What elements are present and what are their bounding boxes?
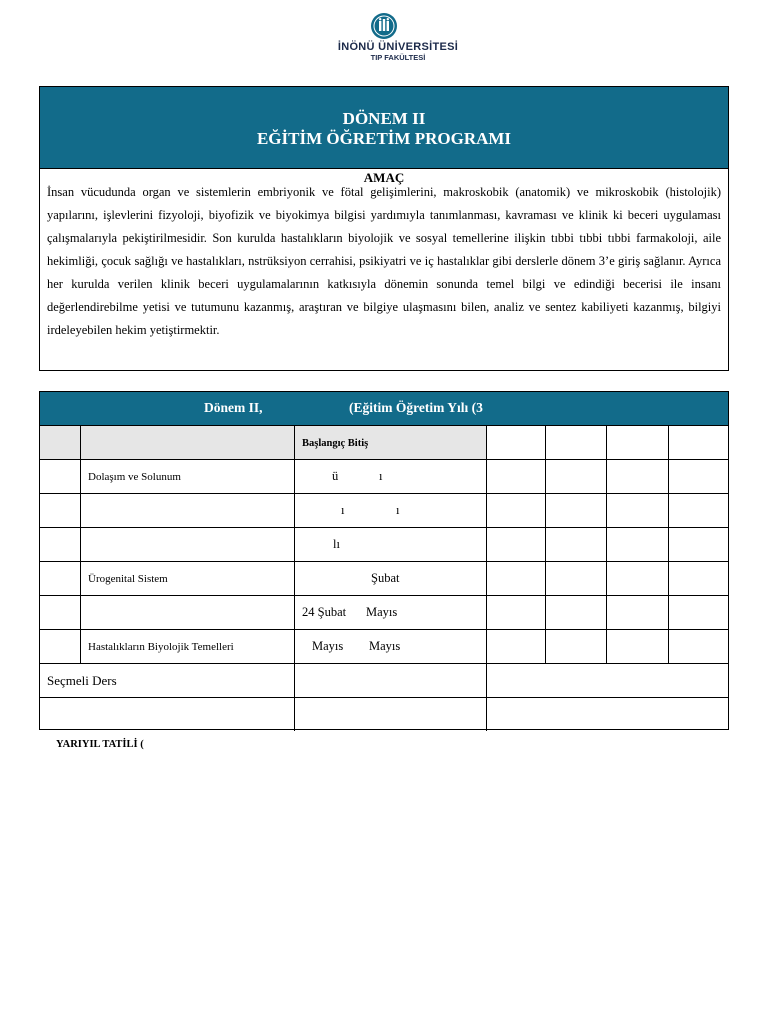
term-header-left: Dönem II, [204,400,263,415]
table-row [40,562,728,596]
committee-name [81,607,88,619]
table-row [40,630,728,664]
start-date: Mayıs [312,639,344,653]
committee-name [81,539,88,551]
table-header-row [40,426,728,460]
table-row [40,596,728,630]
program-title-main: EĞİTİM ÖĞRETİM PROGRAMI [256,129,512,148]
university-seal-icon [370,12,398,40]
start-date: 24 Şubat [302,605,347,619]
start-date: lı [333,537,340,551]
committee-name: Dolaşım ve Solunum [88,470,181,483]
end-date: ı [396,503,400,517]
table-row-empty [40,698,728,732]
term-header [40,392,728,426]
faculty-name: TIP FAKÜLTESİ [370,53,426,62]
amac-paragraph: İnsan vücudunda organ ve sistemlerin embriyonik ve fötal gelişimlerini, makroskobik (anatomik) ve mikroskobik (histolojik) yapılarını, işlevlerini fizyoloji, biyofizik ve biyokimya bilgisi yardımıyla tanımlanması, kavraması ve klinik ki beceri uygulaması çalışmalarıyla pekiştirilmesidir. Son kurulda hastalıkların biyolojik ve sosyal temellerine ilişkin tıbbi tıbbi tıbbi farmakoloji, aile hekimliği, çocuk sağlığı ve hastalıkları, nstrüksiyon cerrahisi, psikiyatri ve iç hastalıklar gibi derslerle dönem 3’e giriş sağlanır. Ayrıca her kurulda verilen klinik beceri uygulamalarının katkısıyla dönemin sonunda temel bilgi ve edindiği becerisi ile insanı değerlendirebilme yetisi ve tutumunu kazanmış, araştıran ve bilgiye ulaşmasını bilen, analiz ve sentez kabiliyeti kazanmış, bilgiyi irdeleyebilen hekim yetiştirmektir. [47,185,721,337]
start-date: ü [332,469,339,483]
table-row [40,494,728,528]
table-row [40,460,728,494]
committee-name: Ürogenital Sistem [88,572,168,585]
end-date: ı [379,469,383,483]
term-header-right: (Eğitim Öğretim Yılı (3 [349,400,483,415]
program-header [40,87,728,169]
elective-label: Seçmeli Ders [47,672,117,688]
table-row-elective [40,664,728,698]
university-logo [0,12,768,62]
end-date: Mayıs [366,605,398,619]
end-date: Şubat [371,571,400,585]
committee-name [81,505,88,517]
semester-break-note: YARIYIL TATİLİ ( [56,739,144,750]
program-box [39,86,729,371]
committee-name: Hastalıkların Biyolojik Temelleri [88,640,234,653]
amac-heading: AMAÇ [363,170,405,185]
start-date: ı [341,503,345,517]
university-name: İNÖNÜ ÜNİVERSİTESİ [337,41,459,53]
end-date: Mayıs [369,639,401,653]
date-column-header: Başlangıç Bitiş [302,437,369,449]
table-row [40,528,728,562]
schedule-table [40,426,728,731]
term-schedule-box [39,391,729,730]
program-title-term: DÖNEM II [342,109,426,128]
